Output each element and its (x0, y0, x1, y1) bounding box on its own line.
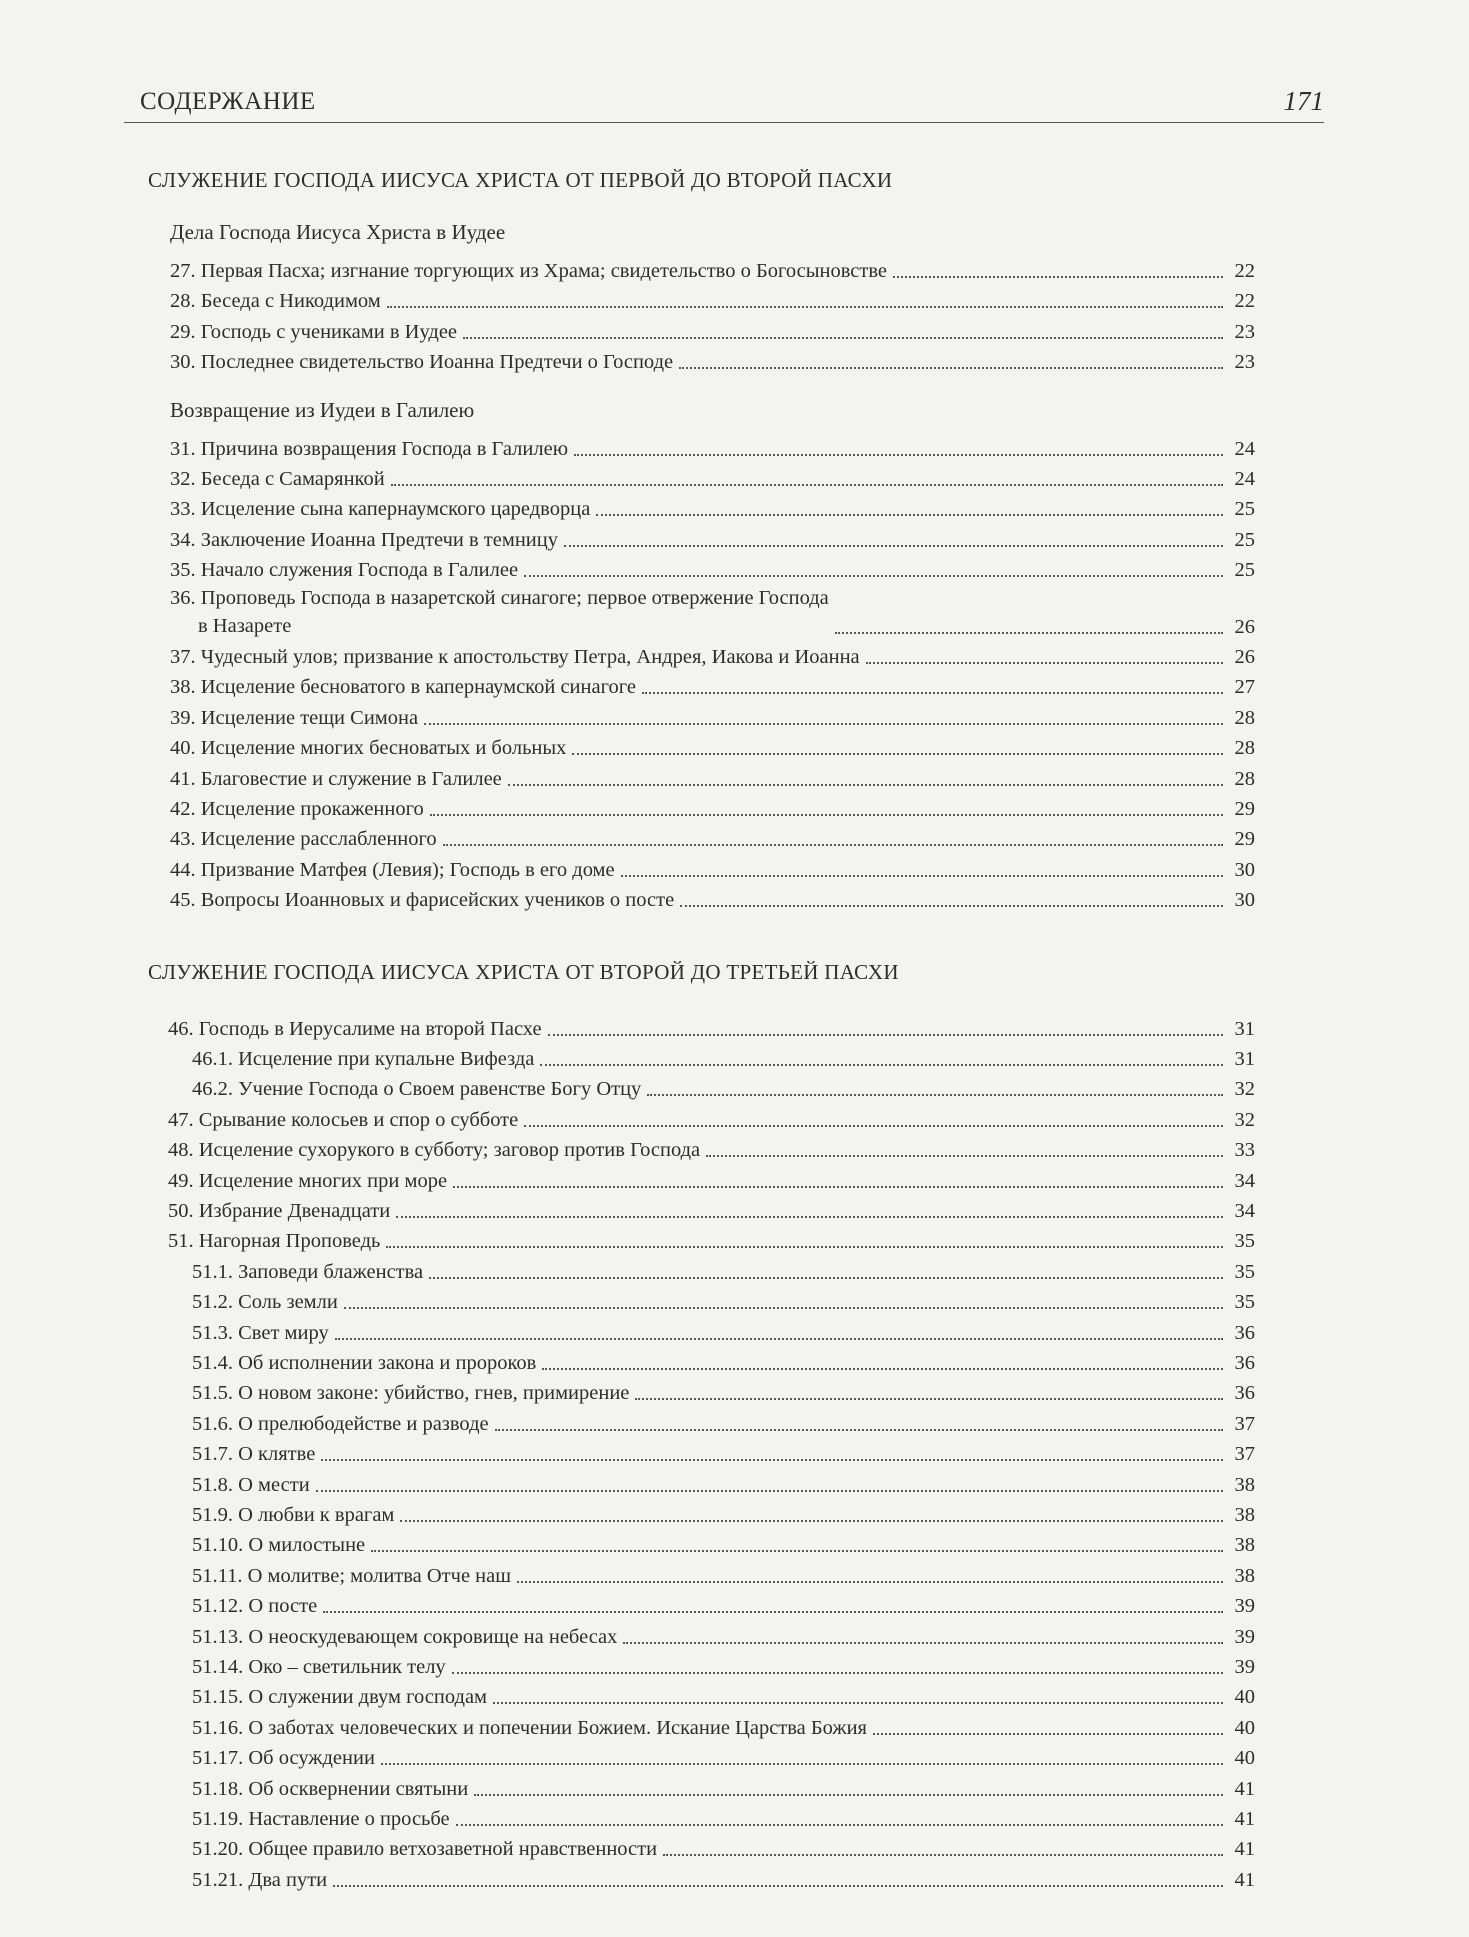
toc-entry (170, 822, 1255, 852)
entry-title (192, 1654, 446, 1680)
entry-title-text: 51.21. Два пути (192, 1868, 328, 1891)
entry-title (192, 1776, 468, 1802)
entry-page-number: 23 (1234, 351, 1255, 374)
dot-leader (381, 1753, 1223, 1765)
dot-leader (835, 622, 1223, 634)
entry-title-text: 51.2. Соль земли (192, 1291, 338, 1314)
toc-entry (192, 1316, 1255, 1346)
running-title: СОДЕРЖАНИЕ (140, 88, 316, 115)
toc-entry (192, 1863, 1255, 1893)
section-heading: СЛУЖЕНИЕ ГОСПОДА ИИСУСА ХРИСТА ОТ ВТОРОЙ ДО ТРЕТЬЕЙ ПАСХИ (148, 959, 899, 984)
entry-page-number: 36 (1234, 1352, 1255, 1374)
dot-leader (371, 1540, 1223, 1552)
entry-page-number: 34 (1234, 1169, 1255, 1192)
entry-title (170, 887, 674, 913)
toc-entry (192, 1559, 1255, 1589)
entry-title (170, 466, 385, 492)
entry-title (168, 1137, 700, 1163)
entry-page-number: 23 (1234, 320, 1255, 343)
subsection-heading: Дела Господа Иисуса Христа в Иудее (170, 220, 506, 244)
entry-title (170, 319, 457, 345)
dot-leader (893, 266, 1223, 278)
toc-entry (170, 762, 1255, 792)
entry-title (192, 1259, 423, 1285)
entry-title (170, 674, 636, 700)
entry-page-number: 37 (1234, 1412, 1255, 1435)
toc-entry (192, 1620, 1255, 1650)
entry-title-text: 51.6. О прелюбодействе и разводе (192, 1412, 489, 1435)
dot-leader (443, 834, 1223, 846)
entry-title-text: 47. Срывание колосьев и спор о субботе (168, 1108, 519, 1131)
entry-title (170, 584, 829, 640)
entry-title (192, 1076, 641, 1102)
toc-entry (170, 284, 1255, 314)
dot-leader (866, 652, 1223, 664)
toc-entry (170, 432, 1255, 462)
entry-title-text: 51.12. О посте (192, 1595, 318, 1618)
toc-entry (170, 462, 1255, 492)
entry-title-text: 51.5. О новом законе: убийство, гнев, примирение (192, 1382, 630, 1405)
dot-leader (424, 713, 1223, 725)
entry-title (192, 1502, 394, 1528)
dot-leader (344, 1297, 1223, 1309)
dot-leader (574, 444, 1223, 456)
entry-title (170, 644, 860, 670)
entry-page-number: 25 (1234, 498, 1255, 521)
entry-title-text: 39. Исцеление тещи Симона (170, 706, 419, 729)
toc-entry (192, 1650, 1255, 1680)
dot-leader (623, 1632, 1223, 1644)
dot-leader (463, 327, 1223, 339)
dot-leader (548, 1024, 1223, 1036)
dot-leader (333, 1875, 1223, 1887)
dot-leader (542, 1358, 1223, 1370)
entry-title-text: 51.15. О служении двум господам (192, 1686, 488, 1709)
dot-leader (430, 804, 1223, 816)
toc-entry (192, 1407, 1255, 1437)
entry-title (192, 1836, 657, 1862)
toc-entry (170, 853, 1255, 883)
toc-entry (192, 1832, 1255, 1862)
entry-page-number: 40 (1234, 1747, 1255, 1770)
dot-leader (524, 1115, 1223, 1127)
entry-title-text: 45. Вопросы Иоанновых и фарисейских учеников о посте (170, 889, 675, 912)
toc-entry (168, 1224, 1255, 1254)
toc-entry (170, 670, 1255, 700)
dot-leader (508, 774, 1223, 786)
dot-leader (524, 565, 1223, 577)
entry-title (170, 258, 887, 284)
dot-leader (679, 357, 1223, 369)
dot-leader (663, 1844, 1223, 1856)
entry-page-number: 22 (1234, 260, 1255, 282)
entry-title (192, 1350, 536, 1376)
section-heading: СЛУЖЕНИЕ ГОСПОДА ИИСУСА ХРИСТА ОТ ПЕРВОЙ ДО ВТОРОЙ ПАСХИ (148, 168, 893, 192)
entry-title (192, 1745, 375, 1771)
entry-page-number: 35 (1234, 1291, 1255, 1314)
entry-title-text: 32. Беседа с Самарянкой (170, 468, 385, 490)
entry-title-text: 51.3. Свет миру (192, 1321, 329, 1344)
dot-leader (456, 1814, 1223, 1826)
dot-leader (474, 1784, 1223, 1796)
entry-title (170, 527, 558, 553)
toc-entry (170, 792, 1255, 822)
entry-page-number: 27 (1234, 676, 1255, 699)
toc-entry (170, 492, 1255, 522)
entry-page-number: 22 (1234, 290, 1255, 313)
entry-page-number: 24 (1234, 468, 1255, 490)
entry-title-text: 46. Господь в Иерусалиме на второй Пасхе (168, 1017, 542, 1040)
dot-leader (540, 1054, 1223, 1066)
entry-page-number: 34 (1234, 1200, 1255, 1222)
entry-page-number: 39 (1234, 1625, 1255, 1648)
entry-title (168, 1228, 380, 1254)
entry-page-number: 28 (1234, 706, 1255, 729)
entry-page-number: 35 (1234, 1230, 1255, 1253)
entry-title (192, 1289, 338, 1315)
entry-title (170, 288, 381, 314)
entry-title (170, 857, 615, 883)
entry-title (192, 1684, 487, 1710)
dot-leader (572, 743, 1223, 755)
entry-title-text: 51.4. Об исполнении закона и пророков (192, 1352, 537, 1374)
entry-title-text: 29. Господь с учениками в Иудее (170, 320, 458, 343)
entry-title-text: 36. Проповедь Господа в назаретской синагоге; первое отвержение Господа (170, 586, 829, 609)
entry-title-text: 51.20. Общее правило ветхозаветной нравственности (192, 1838, 658, 1861)
toc-entry (170, 254, 1255, 284)
toc-entry (170, 731, 1255, 761)
toc-entry (170, 345, 1255, 375)
dot-leader (429, 1267, 1223, 1279)
entry-title (192, 1867, 327, 1893)
toc-entry (192, 1802, 1255, 1832)
dot-leader (391, 474, 1223, 486)
entry-page-number: 37 (1234, 1443, 1255, 1466)
entry-page-number: 41 (1234, 1808, 1255, 1830)
entry-page-number: 35 (1234, 1260, 1255, 1283)
entry-title-text: 30. Последнее свидетельство Иоанна Предтечи о Господе (170, 351, 674, 374)
entry-page-number: 30 (1234, 889, 1255, 912)
entry-title-text: 51.13. О неоскудевающем сокровище на небесах (192, 1625, 618, 1648)
entry-title-text: 28. Беседа с Никодимом (170, 290, 381, 313)
entry-page-number: 29 (1234, 798, 1255, 820)
entry-title-continuation: в Назарете (198, 614, 292, 637)
dot-leader (321, 1449, 1223, 1461)
entry-page-number: 38 (1234, 1473, 1255, 1496)
dot-leader (386, 1236, 1223, 1248)
entry-page-number: 40 (1234, 1686, 1255, 1709)
entry-title-text: 50. Избрание Двенадцати (168, 1200, 391, 1222)
entry-title-text: 51. Нагорная Проповедь (168, 1230, 381, 1253)
entry-title-text: 49. Исцеление многих при море (168, 1169, 448, 1192)
dot-leader (873, 1723, 1223, 1735)
running-head (124, 82, 1324, 123)
entry-page-number: 36 (1234, 1321, 1255, 1344)
dot-leader (706, 1145, 1223, 1157)
entry-title (170, 766, 502, 792)
toc-entry (192, 1680, 1255, 1710)
toc-entry (168, 1133, 1255, 1163)
dot-leader (493, 1692, 1223, 1704)
toc-entry (192, 1741, 1255, 1771)
entry-title-text: 44. Призвание Матфея (Левия); Господь в его доме (170, 858, 615, 881)
toc-entry (170, 553, 1255, 583)
entry-page-number: 28 (1234, 737, 1255, 760)
dot-leader (495, 1419, 1223, 1431)
entry-title-text: 35. Начало служения Господа в Галилее (170, 559, 519, 582)
page-number: 171 (1283, 86, 1324, 116)
toc-entry (170, 883, 1255, 913)
entry-title-text: 51.17. Об осуждении (192, 1747, 375, 1770)
entry-title (168, 1198, 390, 1224)
entry-title-text: 51.7. О клятве (192, 1443, 316, 1466)
dot-leader (452, 1662, 1223, 1674)
entry-title-text: 38. Исцеление бесноватого в капернаумской синагоге (170, 676, 636, 699)
entry-title (170, 436, 568, 462)
toc-entry (168, 1194, 1255, 1224)
entry-title-text: 51.14. Око – светильник телу (192, 1656, 446, 1678)
toc-entry (192, 1589, 1255, 1619)
entry-page-number: 25 (1234, 528, 1255, 551)
entry-page-number: 29 (1234, 828, 1255, 851)
toc-entry (192, 1072, 1255, 1102)
entry-page-number: 39 (1234, 1656, 1255, 1678)
entry-page-number: 38 (1234, 1534, 1255, 1557)
entry-title-text: 48. Исцеление сухорукого в субботу; заговор против Господа (168, 1139, 701, 1162)
entry-title-text: 51.16. О заботах человеческих и попечении Божием. Искание Царства Божия (192, 1716, 867, 1739)
toc-entry (192, 1498, 1255, 1528)
dot-leader (400, 1510, 1223, 1522)
entry-title (192, 1320, 329, 1346)
dot-leader (596, 504, 1223, 516)
entry-title-text: 33. Исцеление сына капернаумского царедворца (170, 498, 591, 521)
entry-title (192, 1806, 450, 1832)
dot-leader (316, 1480, 1223, 1492)
entry-page-number: 31 (1234, 1017, 1255, 1040)
toc-entry (168, 1012, 1255, 1042)
entry-page-number: 28 (1234, 767, 1255, 790)
entry-title (170, 735, 566, 761)
entry-title (192, 1715, 867, 1741)
entry-title (192, 1624, 617, 1650)
entry-page-number: 38 (1234, 1504, 1255, 1526)
entry-title (168, 1168, 447, 1194)
entry-title-text: 40. Исцеление многих бесноватых и больных (170, 737, 567, 760)
subsection-heading: Возвращение из Иудеи в Галилею (170, 397, 475, 422)
dot-leader (635, 1388, 1223, 1400)
entry-page-number: 31 (1234, 1048, 1255, 1070)
entry-page-number: 41 (1234, 1838, 1255, 1861)
entry-title (192, 1593, 317, 1619)
toc-entry (192, 1285, 1255, 1315)
entry-title-text: 43. Исцеление расслабленного (170, 828, 437, 851)
dot-leader (642, 682, 1223, 694)
entry-title (170, 705, 418, 731)
toc-entry (170, 315, 1255, 345)
entry-title (170, 557, 518, 583)
dot-leader (335, 1328, 1223, 1340)
entry-title-text: 46.2. Учение Господа о Своем равенстве Богу Отцу (192, 1078, 642, 1101)
entry-title (170, 349, 673, 375)
entry-title (170, 826, 437, 852)
toc-entry (170, 523, 1255, 553)
entry-title (170, 496, 590, 522)
toc-entry (168, 1103, 1255, 1133)
toc-entry (192, 1772, 1255, 1802)
entry-page-number: 38 (1234, 1564, 1255, 1587)
entry-title (192, 1472, 310, 1498)
toc-entry (192, 1437, 1255, 1467)
entry-page-number: 41 (1234, 1868, 1255, 1891)
dot-leader (680, 895, 1223, 907)
entry-title (170, 796, 424, 822)
entry-page-number: 39 (1234, 1595, 1255, 1618)
dot-leader (387, 296, 1223, 308)
entry-title (168, 1016, 542, 1042)
entry-page-number: 26 (1234, 646, 1255, 668)
entry-title (192, 1532, 365, 1558)
entry-title-text: 51.19. Наставление о просьбе (192, 1808, 450, 1830)
entry-title-text: 51.1. Заповеди блаженства (192, 1260, 424, 1283)
entry-page-number: 32 (1234, 1078, 1255, 1101)
dot-leader (396, 1206, 1223, 1218)
entry-title-text: 34. Заключение Иоанна Предтечи в темницу (170, 528, 558, 551)
toc-entry (192, 1346, 1255, 1376)
entry-page-number: 41 (1234, 1777, 1255, 1800)
entry-page-number: 32 (1234, 1108, 1255, 1131)
toc-entry (170, 701, 1255, 731)
entry-title (192, 1046, 534, 1072)
entry-title-text: 51.11. О молитве; молитва Отче наш (192, 1564, 512, 1587)
toc-entry (192, 1376, 1255, 1406)
toc-entry (192, 1255, 1255, 1285)
dot-leader (453, 1176, 1223, 1188)
entry-page-number: 26 (1234, 615, 1255, 638)
entry-page-number: 36 (1234, 1382, 1255, 1405)
dot-leader (647, 1084, 1223, 1096)
entry-title (168, 1107, 518, 1133)
entry-page-number: 30 (1234, 858, 1255, 881)
entry-title (192, 1380, 629, 1406)
entry-title (192, 1411, 489, 1437)
entry-title-text: 37. Чудесный улов; призвание к апостольству Петра, Андрея, Иакова и Иоанна (170, 646, 860, 668)
toc-entry (168, 1164, 1255, 1194)
toc-entry (170, 584, 1255, 640)
entry-title-text: 41. Благовестие и служение в Галилее (170, 767, 502, 790)
entry-title (192, 1563, 511, 1589)
entry-title-text: 51.8. О мести (192, 1473, 310, 1496)
entry-page-number: 40 (1234, 1716, 1255, 1739)
dot-leader (564, 535, 1223, 547)
entry-title-text: 31. Причина возвращения Господа в Галилею (170, 437, 569, 460)
entry-title-text: 51.9. О любви к врагам (192, 1504, 395, 1526)
dot-leader (323, 1601, 1223, 1613)
entry-title-text: 42. Исцеление прокаженного (170, 798, 424, 820)
entry-page-number: 33 (1234, 1139, 1255, 1162)
toc-entry (192, 1528, 1255, 1558)
entry-title-text: 27. Первая Пасха; изгнание торгующих из Храма; свидетельство о Богосыновстве (170, 260, 888, 282)
entry-title-text: 46.1. Исцеление при купальне Вифезда (192, 1048, 535, 1070)
entry-page-number: 25 (1234, 559, 1255, 582)
toc-entry (192, 1711, 1255, 1741)
dot-leader (621, 865, 1223, 877)
entry-title (192, 1441, 315, 1467)
entry-title-text: 51.18. Об осквернении святыни (192, 1777, 469, 1800)
toc-entry (170, 640, 1255, 670)
toc-entry (192, 1042, 1255, 1072)
entry-page-number: 24 (1234, 437, 1255, 460)
entry-title-text: 51.10. О милостыне (192, 1534, 366, 1557)
toc-entry (192, 1468, 1255, 1498)
dot-leader (517, 1571, 1223, 1583)
